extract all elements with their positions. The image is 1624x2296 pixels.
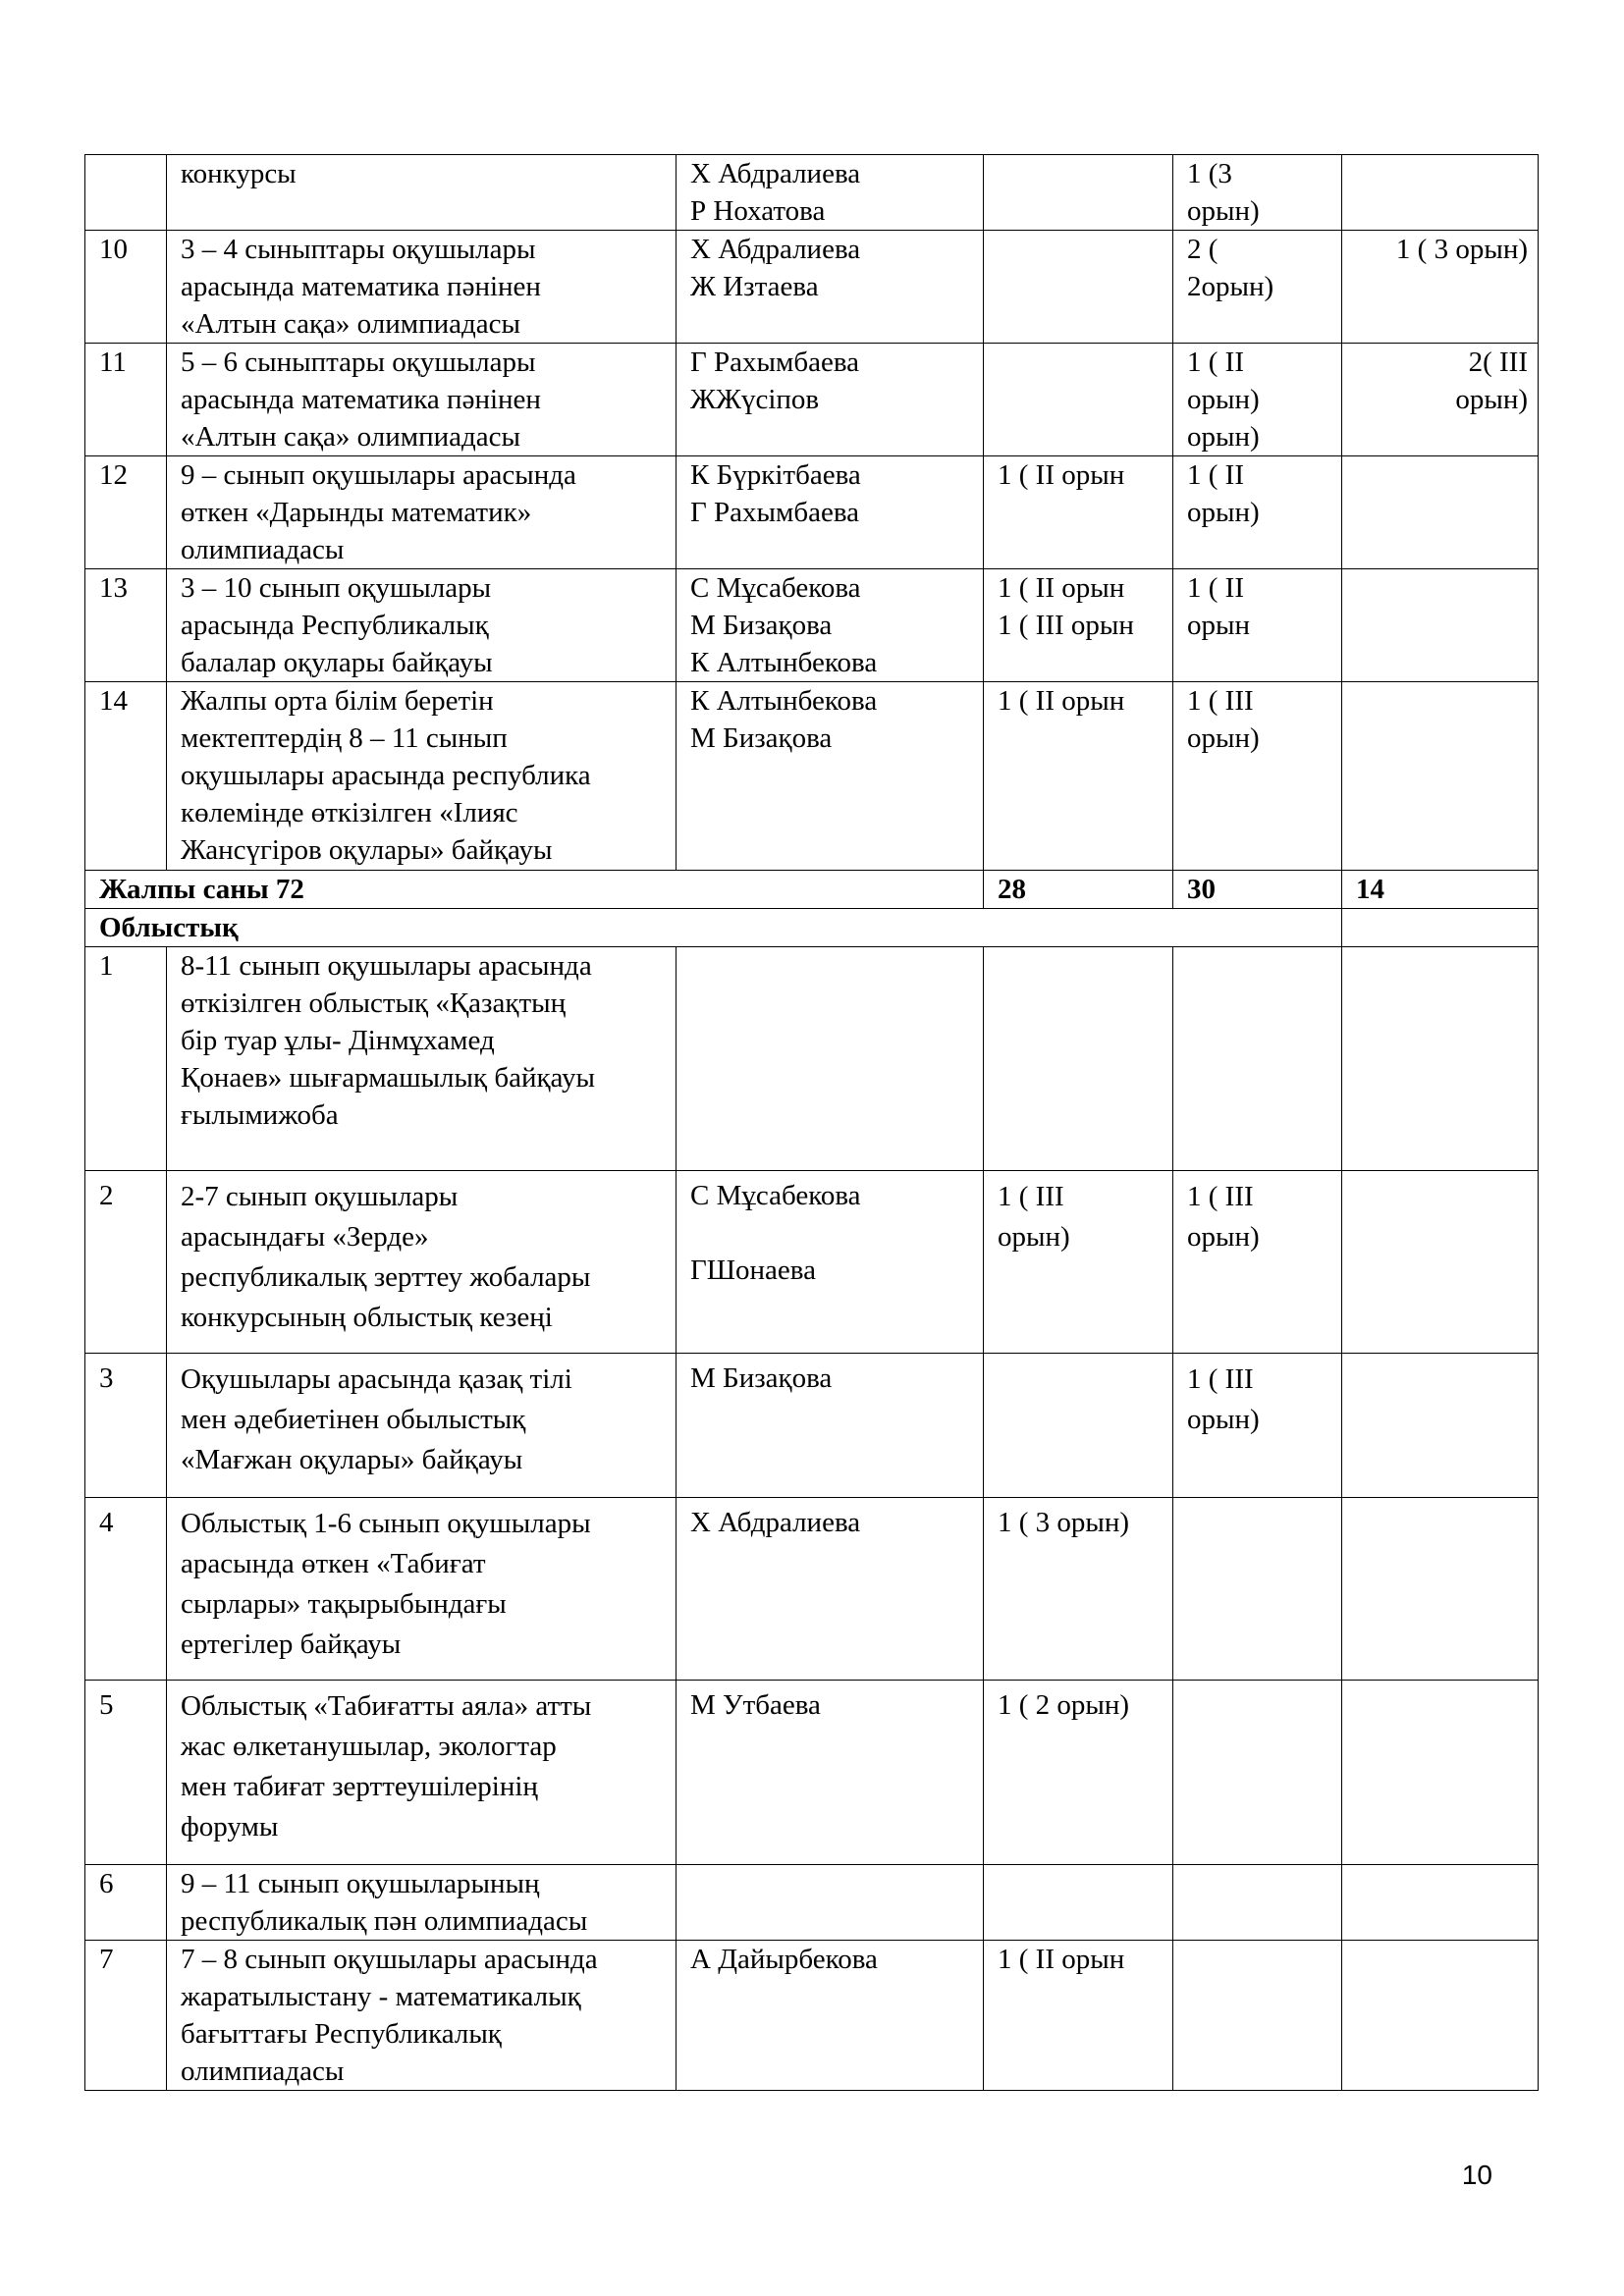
event-title: 3 – 4 сыныптары оқушылары арасында математика пәнінен «Алтын сақа» олимпиадасы bbox=[167, 231, 677, 344]
result-col6 bbox=[1342, 456, 1539, 569]
row-number: 6 bbox=[85, 1865, 167, 1941]
total-label: Жалпы саны 72 bbox=[85, 871, 984, 909]
result-col5: 1 ( ІІІ орын) bbox=[1173, 682, 1342, 871]
total-col4: 28 bbox=[984, 871, 1173, 909]
table-row bbox=[85, 682, 1539, 871]
row-number: 10 bbox=[85, 231, 167, 344]
result-col4: 1 ( 3 орын) bbox=[984, 1498, 1173, 1681]
row-number bbox=[85, 155, 167, 231]
total-col6: 14 bbox=[1342, 871, 1539, 909]
table-row bbox=[85, 1171, 1539, 1354]
table-row bbox=[85, 569, 1539, 682]
result-col4 bbox=[984, 344, 1173, 456]
result-col5 bbox=[1173, 1941, 1342, 2091]
result-col5: 1 ( ІІІ орын) bbox=[1173, 1354, 1342, 1498]
event-title: 3 – 10 сынып оқушылары арасында Республикалық балалар оқулары байқауы bbox=[167, 569, 677, 682]
teachers bbox=[677, 947, 984, 1171]
section-row bbox=[85, 909, 1539, 947]
section-empty-cell bbox=[1342, 909, 1539, 947]
row-number: 2 bbox=[85, 1171, 167, 1354]
result-col6: 2( ІІІ орын) bbox=[1342, 344, 1539, 456]
event-title: конкурсы bbox=[167, 155, 677, 231]
section-title: Облыстық bbox=[85, 909, 1342, 947]
event-title: Жалпы орта білім беретін мектептердің 8 – 11 сынып оқушылары арасында республика көлемінде өткізілген «Ілияс Жансүгіров оқулары» байқауы bbox=[167, 682, 677, 871]
teachers: Х Абдралиева Ж Изтаева bbox=[677, 231, 984, 344]
event-title: Оқушылары арасында қазақ тілі мен әдебиетінен обылыстық «Мағжан оқулары» байқауы bbox=[167, 1354, 677, 1498]
row-number: 14 bbox=[85, 682, 167, 871]
result-col5: 1 ( ІІ орын bbox=[1173, 569, 1342, 682]
event-title: 2-7 сынып оқушылары арасындағы «Зерде» республикалық зерттеу жобалары конкурсының облыстық кезеңі bbox=[167, 1171, 677, 1354]
result-col6 bbox=[1342, 682, 1539, 871]
event-title: 9 – сынып оқушылары арасында өткен «Дарынды математик» олимпиадасы bbox=[167, 456, 677, 569]
event-title: 7 – 8 сынып оқушылары арасында жаратылыстану - математикалық бағыттағы Республикалық олимпиадасы bbox=[167, 1941, 677, 2091]
event-title: Облыстық «Табиғатты аяла» атты жас өлкетанушылар, экологтар мен табиғат зерттеушілерінің форумы bbox=[167, 1681, 677, 1865]
result-col6 bbox=[1342, 947, 1539, 1171]
teachers: К Алтынбекова М Бизақова bbox=[677, 682, 984, 871]
result-col5 bbox=[1173, 947, 1342, 1171]
row-number: 13 bbox=[85, 569, 167, 682]
result-col4: 1 ( ІІ орын bbox=[984, 1941, 1173, 2091]
total-row bbox=[85, 871, 1539, 909]
result-col6 bbox=[1342, 1865, 1539, 1941]
result-col4: 1 ( ІІ орын bbox=[984, 456, 1173, 569]
result-col6: 1 ( 3 орын) bbox=[1342, 231, 1539, 344]
result-col5 bbox=[1173, 1865, 1342, 1941]
teachers: М Бизақова bbox=[677, 1354, 984, 1498]
result-col4 bbox=[984, 155, 1173, 231]
page-number: 10 bbox=[1461, 2160, 1492, 2190]
result-col5: 1 ( ІІ орын) bbox=[1173, 456, 1342, 569]
result-col6 bbox=[1342, 1498, 1539, 1681]
table-row bbox=[85, 456, 1539, 569]
table-row bbox=[85, 344, 1539, 456]
event-title: 9 – 11 сынып оқушыларының республикалық пән олимпиадасы bbox=[167, 1865, 677, 1941]
row-number: 7 bbox=[85, 1941, 167, 2091]
result-col4 bbox=[984, 231, 1173, 344]
table-row bbox=[85, 947, 1539, 1171]
result-col4 bbox=[984, 1354, 1173, 1498]
result-col6 bbox=[1342, 155, 1539, 231]
results-table bbox=[84, 154, 1539, 2091]
teachers: С Мұсабекова ГШонаева bbox=[677, 1171, 984, 1354]
result-col5 bbox=[1173, 1681, 1342, 1865]
table-row bbox=[85, 1681, 1539, 1865]
row-number: 1 bbox=[85, 947, 167, 1171]
row-number: 4 bbox=[85, 1498, 167, 1681]
row-number: 5 bbox=[85, 1681, 167, 1865]
event-title: Облыстық 1-6 сынып оқушылары арасында өткен «Табиғат сырлары» тақырыбындағы ертегілер байқауы bbox=[167, 1498, 677, 1681]
teachers: Г Рахымбаева ЖЖүсіпов bbox=[677, 344, 984, 456]
result-col6 bbox=[1342, 1171, 1539, 1354]
teachers: Х Абдралиева bbox=[677, 1498, 984, 1681]
teachers bbox=[677, 1865, 984, 1941]
row-number: 11 bbox=[85, 344, 167, 456]
row-number: 3 bbox=[85, 1354, 167, 1498]
result-col5: 1 ( ІІ орын) орын) bbox=[1173, 344, 1342, 456]
table-row bbox=[85, 231, 1539, 344]
result-col6 bbox=[1342, 1681, 1539, 1865]
result-col4: 1 ( ІІ орын 1 ( ІІІ орын bbox=[984, 569, 1173, 682]
result-col4: 1 ( ІІ орын bbox=[984, 682, 1173, 871]
total-col5: 30 bbox=[1173, 871, 1342, 909]
result-col6 bbox=[1342, 1354, 1539, 1498]
result-col4 bbox=[984, 1865, 1173, 1941]
result-col4: 1 ( 2 орын) bbox=[984, 1681, 1173, 1865]
result-col5: 1 (3 орын) bbox=[1173, 155, 1342, 231]
table-row bbox=[85, 1865, 1539, 1941]
teachers: С Мұсабекова М Бизақова К Алтынбекова bbox=[677, 569, 984, 682]
result-col4: 1 ( ІІІ орын) bbox=[984, 1171, 1173, 1354]
teachers: К Бүркітбаева Г Рахымбаева bbox=[677, 456, 984, 569]
result-col6 bbox=[1342, 1941, 1539, 2091]
table-row bbox=[85, 1941, 1539, 2091]
table-row bbox=[85, 155, 1539, 231]
result-col6 bbox=[1342, 569, 1539, 682]
result-col5: 2 ( 2орын) bbox=[1173, 231, 1342, 344]
row-number: 12 bbox=[85, 456, 167, 569]
table-row bbox=[85, 1498, 1539, 1681]
event-title: 8-11 сынып оқушылары арасында өткізілген облыстық «Қазақтың бір туар ұлы- Дінмұхамед Қонаев» шығармашылық байқауы ғылымижоба bbox=[167, 947, 677, 1171]
event-title: 5 – 6 сыныптары оқушылары арасында математика пәнінен «Алтын сақа» олимпиадасы bbox=[167, 344, 677, 456]
teachers: М Утбаева bbox=[677, 1681, 984, 1865]
result-col5: 1 ( ІІІ орын) bbox=[1173, 1171, 1342, 1354]
result-col5 bbox=[1173, 1498, 1342, 1681]
teachers: А Дайырбекова bbox=[677, 1941, 984, 2091]
teachers: Х Абдралиева Р Нохатова bbox=[677, 155, 984, 231]
table-row bbox=[85, 1354, 1539, 1498]
result-col4 bbox=[984, 947, 1173, 1171]
